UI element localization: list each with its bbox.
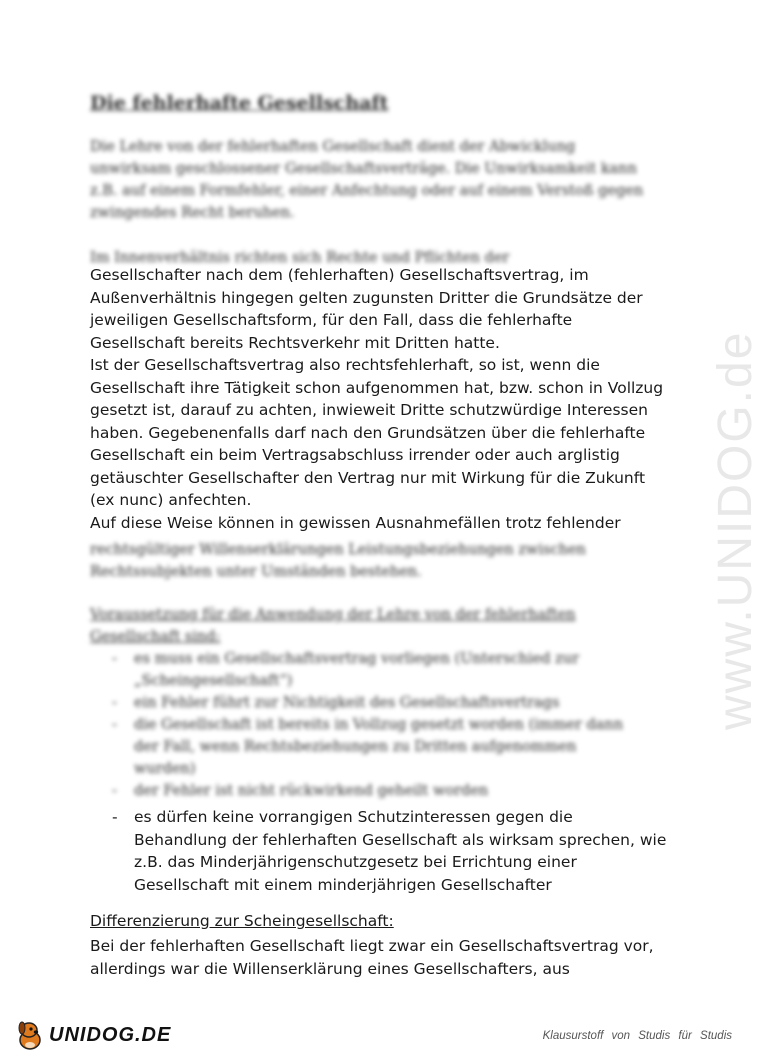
unidog-logo <box>15 1018 172 1052</box>
intro-paragraph: Die Lehre von der fehlerhaften Gesellschaft dient der Abwicklung unwirksam geschlossener Gesellschaftsverträge. Die Unwirksamkeit kann z.B. auf einem Formfehler, einer Anfechtung oder auf einem Verstoß gegen zwingendes Recht beruhen. <box>90 139 644 221</box>
exception-first-line: Auf diese Weise können in gewissen Ausnahmefällen trotz fehlender <box>90 513 621 532</box>
requirements-heading: Voraussetzung für die Anwendung der Lehre von der fehlerhaften Gesellschaft sind: <box>90 607 576 645</box>
document-title: Die fehlerhafte Gesellschaft <box>90 92 389 114</box>
dog-mascot-icon <box>15 1019 45 1051</box>
footer-tagline: Klausurstoff von Studis für Studis <box>542 1030 732 1042</box>
list-item: - der Fehler ist nicht rückwirkend geheilt worden <box>108 780 628 802</box>
legal-defect-paragraph: Ist der Gesellschaftsvertrag also rechtsfehlerhaft, so ist, wenn die Gesellschaft ihre Tätigkeit schon aufgenommen hat, bzw. schon in Vollzug gesetzt ist, darauf zu achten, inwieweit Dritte schutzwürdige Interessen haben. Gegebenenfalls darf nach den Grundsätzen über die fehlerhafte Gesellschaft ein beim Vertragsabschluss irrender oder auch arglistig getäuschter Gesellschafter den Vertrag nur mit Wirkung für die Zukunft (ex nunc) anfechten. <box>90 356 664 509</box>
list-item: - es dürfen keine vorrangigen Schutzinteressen gegen die Behandlung der fehlerhaften Gesellschaft als wirksam sprechen, wie z.B. das Minderjährigenschutzgesetz bei Errichtung einer Gesellschaft mit einem minderjährigen Gesellschafter <box>108 806 668 896</box>
list-item: - ein Fehler führt zur Nichtigkeit des Gesellschaftsvertrags <box>108 692 628 714</box>
list-item: - die Gesellschaft ist bereits in Vollzug gesetzt worden (immer dann der Fall, wenn Rechtsbeziehungen zu Dritten aufgenommen wurden) <box>108 714 628 780</box>
differentiation-heading: Differenzierung zur Scheingesellschaft: <box>90 912 394 930</box>
watermark: www.UNIDOG.de <box>709 330 762 730</box>
inner-relationship-first-line: Im Innenverhältnis richten sich Rechte und Pflichten der <box>90 250 510 266</box>
requirements-list-readable <box>108 806 668 896</box>
list-item: - es muss ein Gesellschaftsvertrag vorliegen (Unterschied zur „Scheingesellschaft“) <box>108 648 628 692</box>
readable-text-block <box>90 264 670 534</box>
inner-relationship-paragraph: Gesellschafter nach dem (fehlerhaften) Gesellschaftsvertrag, im Außenverhältnis hingegen gelten zugunsten Dritter die Grundsätze der jeweiligen Gesellschaftsform, für den Fall, dass die fehlerhafte Gesellschaft bereits Rechtsverkehr mit Dritten hatte. <box>90 266 643 352</box>
differentiation-paragraph: Bei der fehlerhaften Gesellschaft liegt zwar ein Gesellschaftsvertrag vor, allerdings war die Willenserklärung eines Gesellschafters, aus <box>90 937 654 978</box>
requirements-list <box>108 648 628 802</box>
logo-text: UNIDOG.DE <box>49 1023 172 1046</box>
exception-paragraph-rest: rechtsgültiger Willenserklärungen Leistungsbeziehungen zwischen Rechtssubjekten unter Umständen bestehen. <box>90 542 586 580</box>
